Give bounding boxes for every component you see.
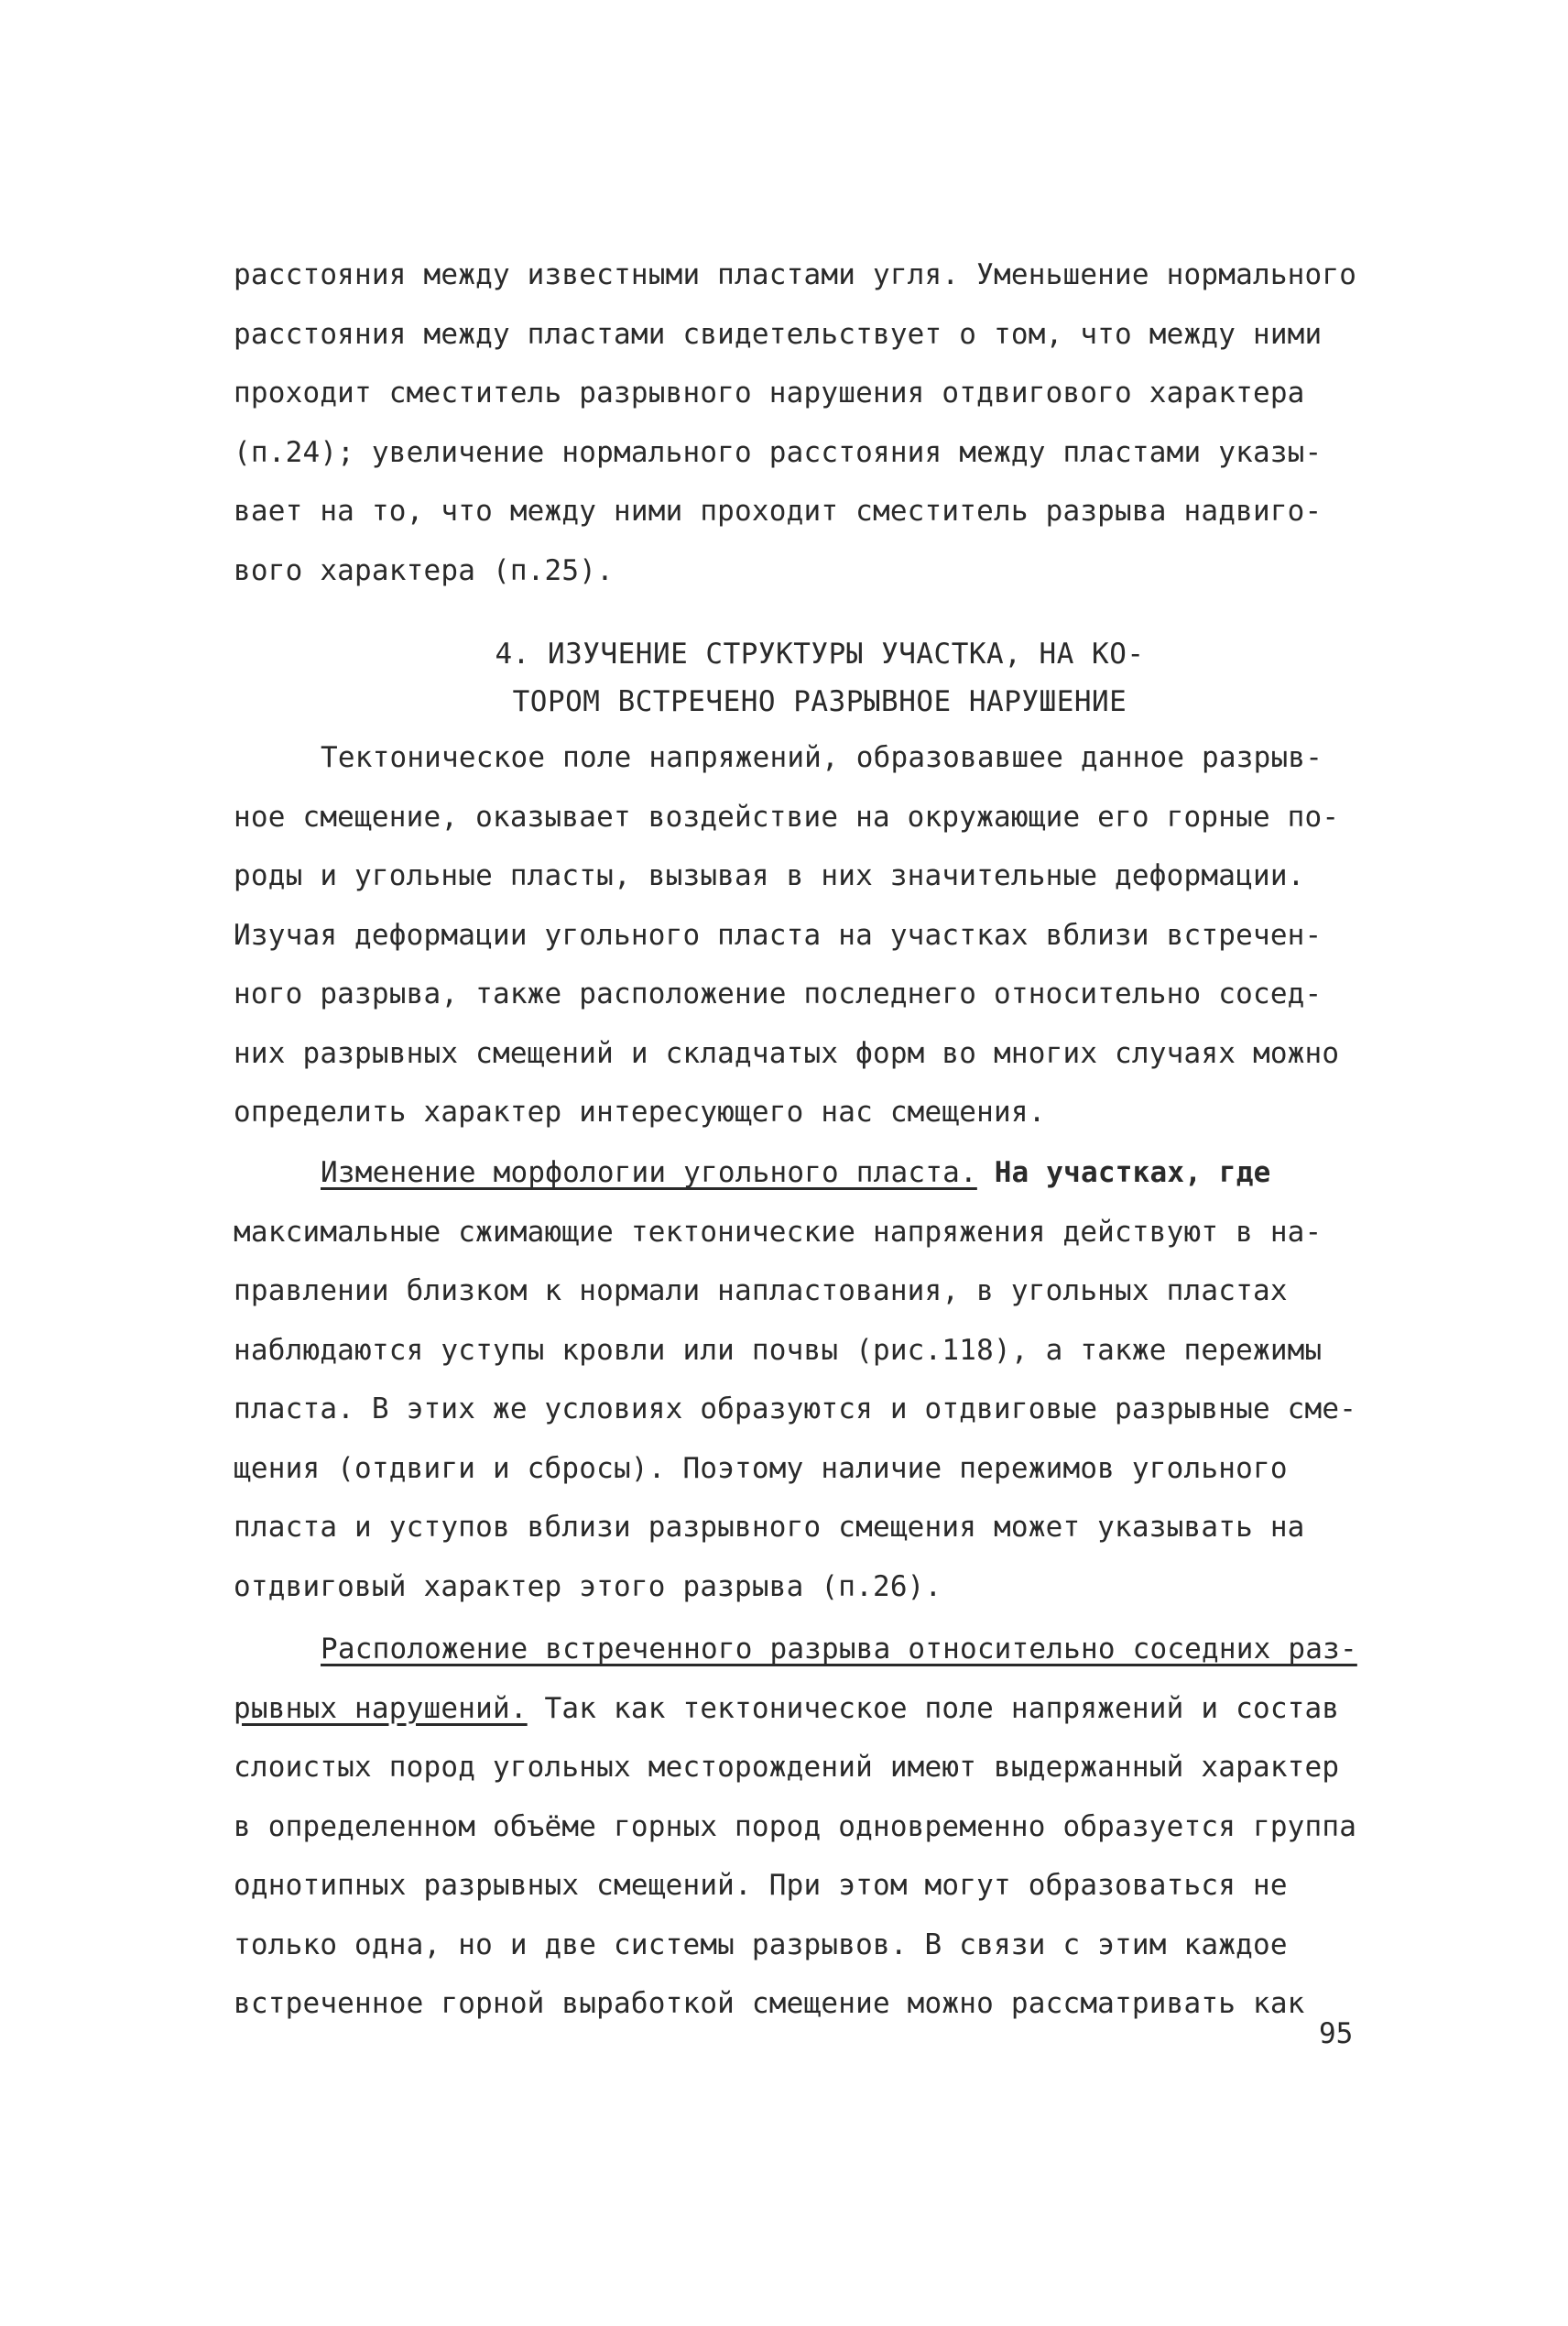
text-line [234,1620,1406,1679]
text-line: однотипных разрывных смещений. При этом могут образоваться не [234,1869,1288,1902]
subsection-title-morphology: Изменение морфологии угольного пласта. [321,1156,977,1189]
text-line: Тектоническое поле напряжений, образовавшее данное разрыв- [321,741,1323,774]
paragraph-2 [234,728,1406,1142]
text-line: расстояния между пластами свидетельствует о том, что между ними [234,317,1323,351]
text-line: них разрывных смещений и складчатых форм во многих случаях можно [234,1036,1340,1070]
text-line: в определенном объёме горных пород одновременно образуется группа [234,1809,1357,1843]
paragraph-4 [234,1620,1406,2034]
text-fragment: На участках, где [976,1156,1271,1189]
text-fragment: Так как тектоническое поле напряжений и состав [527,1691,1340,1725]
paragraph-3 [234,1143,1406,1616]
heading-line-1: 4. ИЗУЧЕНИЕ СТРУКТУРЫ УЧАСТКА, НА КО- [495,638,1145,671]
subsection-title-location-cont: рывных нарушений. [234,1691,528,1725]
text-line: пласта. В этих же условиях образуются и отдвиговые разрывные сме- [234,1392,1357,1425]
text-line [234,1143,1406,1203]
section-heading [234,630,1406,726]
text-line: правлении близком к нормали напластования, в угольных пластах [234,1274,1288,1307]
heading-line-2: ТОРОМ ВСТРЕЧЕНО РАЗРЫВНОЕ НАРУШЕНИЕ [512,685,1127,718]
text-line: щения (отдвиги и сбросы). Поэтому наличие пережимов угольного [234,1451,1288,1485]
text-line: только одна, но и две системы разрывов. В связи с этим каждое [234,1927,1288,1961]
text-line: роды и угольные пласты, вызывая в них значительные деформации. [234,859,1305,892]
page-number: 95 [1319,2017,1354,2050]
text-line [234,1679,1406,1739]
text-line: Изучая деформации угольного пласта на участках вблизи встречен- [234,918,1323,952]
text-line: пласта и уступов вблизи разрывного смещения может указывать на [234,1511,1305,1544]
text-line: вого характера (п.25). [234,553,614,587]
text-line: вает на то, что между ними проходит сместитель разрыва надвиго- [234,495,1323,528]
text-line: расстояния между известными пластами угля. Уменьшение нормального [234,258,1357,291]
text-line: отдвиговый характер этого разрыва (п.26). [234,1569,942,1603]
text-line: встреченное горной выработкой смещение можно рассматривать как [234,1987,1305,2020]
text-line: (п.24); увеличение нормального расстояния между пластами указы- [234,435,1323,469]
subsection-title-location: Расположение встреченного разрыва относительно соседних раз- [321,1633,1357,1665]
paragraph-1 [234,246,1406,600]
text-line: максимальные сжимающие тектонические напряжения действуют в на- [234,1215,1323,1249]
text-line: ного разрыва, также расположение последнего относительно сосед- [234,977,1323,1010]
text-line: проходит сместитель разрывного нарушения отдвигового характера [234,377,1305,410]
text-line: определить характер интересующего нас смещения. [234,1096,1046,1129]
text-line: ное смещение, оказывает воздействие на окружающие его горные по- [234,800,1340,834]
text-line: слоистых пород угольных месторождений имеют выдержанный характер [234,1751,1340,1784]
text-line: наблюдаются уступы кровли или почвы (рис.118), а также пережимы [234,1333,1323,1367]
